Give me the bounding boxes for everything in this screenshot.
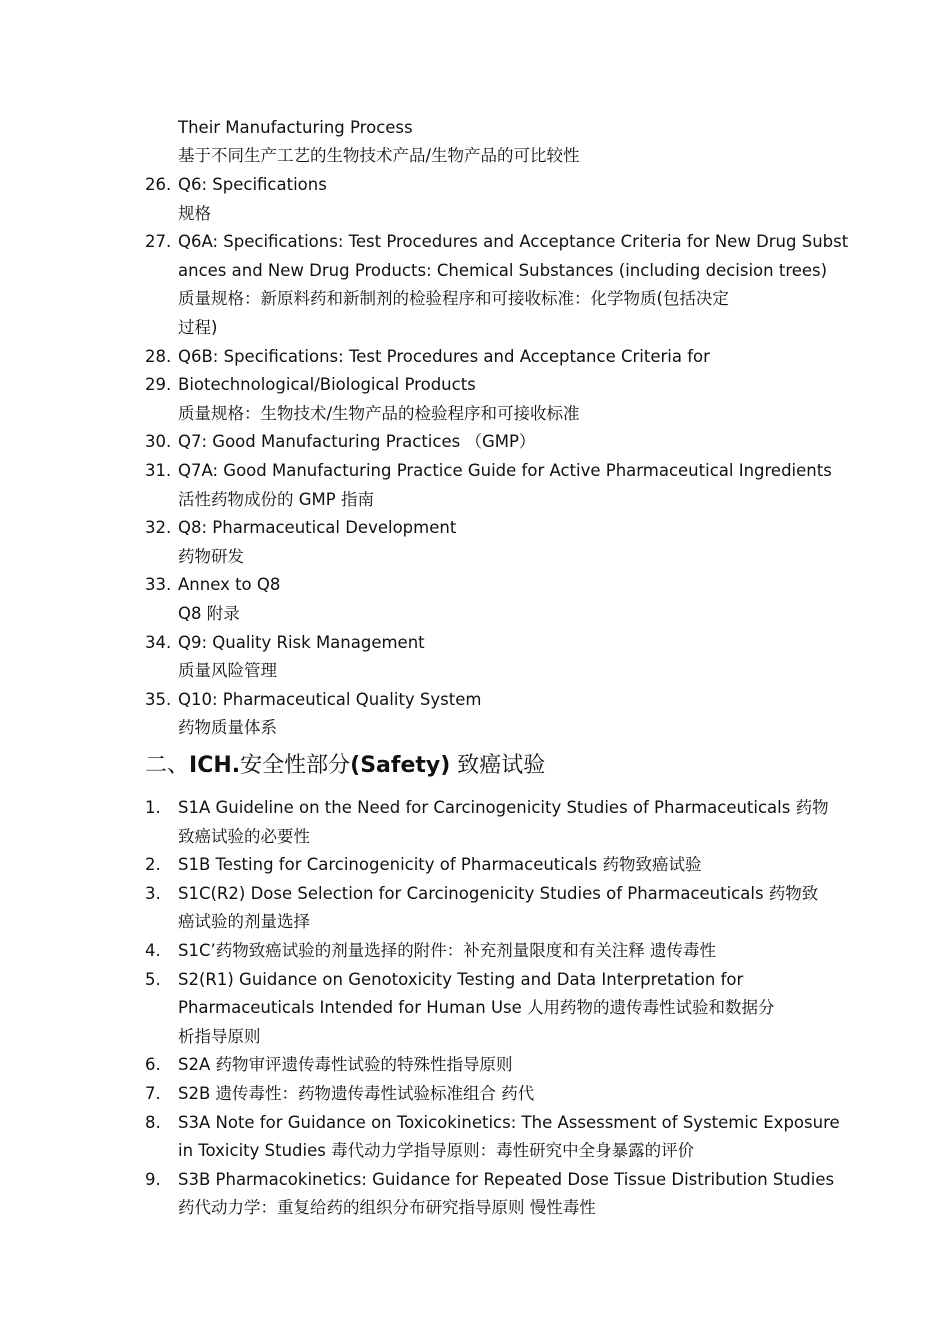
list-item-text: S3B Pharmacokinetics: Guidance for Repeated Dose Tissue Distribution Studies xyxy=(178,1169,835,1189)
list-item-text: Q8 附录 xyxy=(178,604,240,623)
list-item-text: 药物研发 xyxy=(178,546,244,566)
list-item-number: 31. xyxy=(145,461,172,480)
list-item-number: 7. xyxy=(145,1084,161,1103)
list-item-number: 26. xyxy=(145,175,172,194)
list-item-text: S1A Guideline on the Need for Carcinogenicity Studies of Pharmaceuticals 药物 xyxy=(178,798,829,817)
list-item-text: 致癌试验的必要性 xyxy=(178,826,310,846)
list-item-text: 质量风险管理 xyxy=(178,661,277,681)
list-item-number: 27. xyxy=(145,232,172,252)
list-item-text: 质量规格：新原料药和新制剂的检验程序和可接收标准：化学物质(包括决定 xyxy=(178,289,729,309)
list-item-text: 过程) xyxy=(178,318,218,337)
list-item-number: 29. xyxy=(145,375,172,395)
list-item-text: Q6: Specifications xyxy=(178,175,327,194)
list-item-text: 析指导原则 xyxy=(178,1026,261,1046)
list-item-text: Q7: Good Manufacturing Practices （GMP） xyxy=(178,432,536,452)
list-item-number: 1. xyxy=(145,798,161,817)
list-item-text: Q10: Pharmaceutical Quality System xyxy=(178,689,482,709)
list-item-text: Pharmaceuticals Intended for Human Use 人用药物的遗传毒性试验和数据分 xyxy=(178,998,775,1018)
heading-prefix: 二、 xyxy=(145,753,190,778)
list-item-text: S1C(R2) Dose Selection for Carcinogenicity Studies of Pharmaceuticals 药物致 xyxy=(178,883,819,903)
list-item-number: 32. xyxy=(145,518,172,538)
list-item-text: Q7A: Good Manufacturing Practice Guide for Active Pharmaceutical Ingredients xyxy=(178,461,832,480)
list-item-text: S3A Note for Guidance on Toxicokinetics: The Assessment of Systemic Exposure xyxy=(178,1112,840,1132)
list-item-number: 30. xyxy=(145,432,172,452)
list-item-text: in Toxicity Studies 毒代动力学指导原则：毒性研究中全身暴露的评价 xyxy=(178,1141,695,1161)
list-item-number: 4. xyxy=(145,941,161,960)
list-item-text: S1C’药物致癌试验的剂量选择的附件：补充剂量限度和有关注释 遗传毒性 xyxy=(178,941,716,960)
list-item-text: S1B Testing for Carcinogenicity of Pharmaceuticals 药物致癌试验 xyxy=(178,855,702,875)
list-item-text: 活性药物成份的 GMP 指南 xyxy=(178,489,374,509)
heading-bold-safety: (Safety) xyxy=(350,753,451,778)
list-item-text: S2B 遗传毒性：药物遗传毒性试验标准组合 药代 xyxy=(178,1084,535,1103)
list-item-text: Q9: Quality Risk Management xyxy=(178,632,425,652)
heading-bold-ich: ICH. xyxy=(189,753,241,778)
list-item-text: ances and New Drug Products: Chemical Substances (including decision trees) xyxy=(178,260,828,280)
list-item-number: 28. xyxy=(145,346,172,366)
list-item-text: 规格 xyxy=(178,203,211,223)
list-item-number: 34. xyxy=(145,632,172,652)
list-item-text: 质量规格：生物技术/生物产品的检验程序和可接收标准 xyxy=(178,403,580,423)
list-item-text: Q6B: Specifications: Test Procedures and Acceptance Criteria for xyxy=(178,346,710,366)
continuation-line-1: Their Manufacturing Process xyxy=(178,118,413,137)
list-item-text: 药物质量体系 xyxy=(178,718,277,738)
list-item-text: 药代动力学：重复给药的组织分布研究指导原则 慢性毒性 xyxy=(178,1198,596,1218)
heading-suffix: 致癌试验 xyxy=(450,753,546,778)
list-item-text: Biotechnological/Biological Products xyxy=(178,375,476,395)
list-item-number: 8. xyxy=(145,1112,161,1132)
section-heading xyxy=(145,751,545,781)
list-item-text: S2A 药物审评遗传毒性试验的特殊性指导原则 xyxy=(178,1055,513,1075)
list-item-number: 35. xyxy=(145,689,172,709)
list-item-number: 3. xyxy=(145,883,161,903)
list-item-text: Q8: Pharmaceutical Development xyxy=(178,518,457,538)
list-item-text: Annex to Q8 xyxy=(178,575,281,595)
continuation-line-2: 基于不同生产工艺的生物技术产品/生物产品的可比较性 xyxy=(178,146,580,165)
list-item-number: 6. xyxy=(145,1055,161,1075)
list-item-number: 33. xyxy=(145,575,172,595)
list-item-number: 5. xyxy=(145,969,161,989)
list-item-number: 9. xyxy=(145,1169,161,1189)
list-item-text: S2(R1) Guidance on Genotoxicity Testing and Data Interpretation for xyxy=(178,969,744,989)
heading-mid: 安全性部分 xyxy=(240,753,351,778)
list-item-text: Q6A: Specifications: Test Procedures and Acceptance Criteria for New Drug Subst xyxy=(178,232,849,252)
list-item-text: 癌试验的剂量选择 xyxy=(178,912,310,932)
list-item-number: 2. xyxy=(145,855,161,875)
